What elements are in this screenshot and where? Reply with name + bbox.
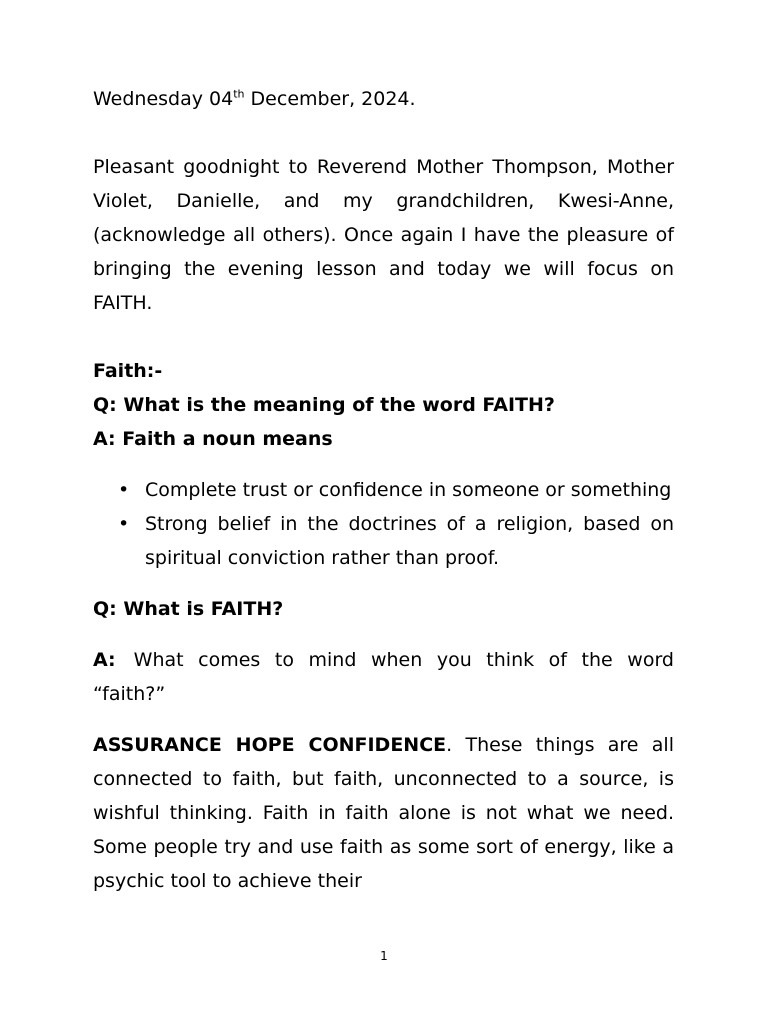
date-suffix: December, 2024.: [244, 88, 416, 110]
section-heading: Faith:-: [93, 360, 163, 382]
greeting-paragraph: Pleasant goodnight to Reverend Mother Thompson, Mother Violet, Danielle, and my grandchildren, Kwesi-Anne, (acknowledge all others). Once again I have the pleasure of bringing the evening lesson and today we will focus on FAITH.: [93, 156, 674, 314]
closing-bold-lead: ASSURANCE HOPE CONFIDENCE: [93, 734, 447, 756]
faith-qa-block: [93, 354, 674, 456]
bullet-icon: •: [118, 479, 130, 501]
answer-1: A: Faith a noun means: [93, 428, 333, 450]
closing-paragraph: [93, 728, 674, 898]
definition-list: [93, 473, 674, 575]
page-number: 1: [380, 949, 388, 963]
date-ordinal-suffix: th: [233, 87, 245, 101]
date-prefix: Wednesday 04: [93, 88, 234, 110]
answer-2: [93, 643, 674, 711]
list-item: [93, 473, 674, 507]
document-body: [93, 82, 674, 898]
date-line: [93, 82, 674, 116]
answer-2-label: A:: [93, 649, 116, 671]
question-2: Q: What is FAITH?: [93, 598, 284, 620]
answer-2-text: What comes to mind when you think of the word “faith?”: [93, 649, 674, 705]
list-item: [93, 507, 674, 575]
closing-text: . These things are all connected to faith, but faith, unconnected to a source, is wishful thinking. Faith in faith alone is not what we need. Some people try and use faith as some sort of energy, like a psychic tool to achieve their: [93, 734, 674, 892]
bullet-icon: •: [118, 513, 130, 535]
definition-text: Complete trust or confidence in someone or something: [145, 479, 672, 501]
question-1: Q: What is the meaning of the word FAITH?: [93, 394, 555, 416]
definition-text: Strong belief in the doctrines of a religion, based on spiritual conviction rather than proof.: [145, 513, 674, 569]
